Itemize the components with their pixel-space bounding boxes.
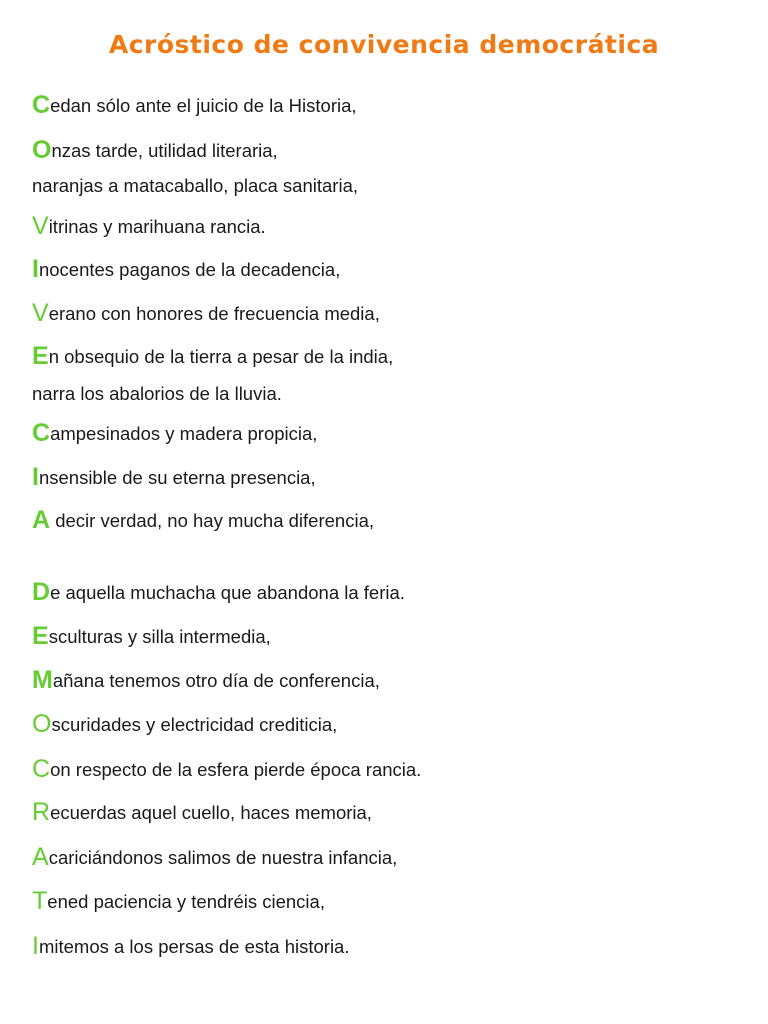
poem-line — [32, 381, 282, 406]
line-text: nsensible de su eterna presencia, — [38, 467, 316, 488]
poem-line — [32, 580, 405, 605]
poem-line — [32, 301, 380, 326]
acrostic-initial: A — [32, 506, 51, 534]
line-text: itrinas y marihuana rancia. — [48, 216, 266, 237]
line-text: ened paciencia y tendréis ciencia, — [47, 891, 325, 912]
acrostic-initial: V — [32, 212, 49, 240]
acrostic-initial: E — [32, 622, 49, 650]
line-text: narra los abalorios de la lluvia. — [32, 383, 282, 404]
acrostic-initial: I — [32, 255, 39, 283]
poem-line — [32, 712, 337, 737]
line-text: ecuerdas aquel cuello, haces memoria, — [50, 802, 372, 823]
poem-line — [32, 138, 278, 163]
line-text: cariciándonos salimos de nuestra infancia, — [48, 847, 398, 868]
line-text: on respecto de la esfera pierde época rancia. — [50, 759, 422, 780]
poem-title: Acróstico de convivencia democrática — [108, 30, 660, 59]
line-text: sculturas y silla intermedia, — [48, 626, 271, 647]
line-text: decir verdad, no hay mucha diferencia, — [50, 510, 374, 531]
poem-line — [32, 93, 357, 118]
line-text: scuridades y electricidad crediticia, — [51, 714, 338, 735]
poem-line — [32, 757, 421, 782]
poem-line — [32, 624, 271, 649]
acrostic-initial: T — [32, 887, 48, 915]
poem-line — [32, 344, 393, 369]
poem-line — [32, 508, 374, 533]
line-text: erano con honores de frecuencia media, — [48, 303, 380, 324]
line-text: n obsequio de la tierra a pesar de la india, — [48, 346, 394, 367]
poem-line — [32, 668, 380, 693]
line-text: mitemos a los persas de esta historia. — [38, 936, 350, 957]
acrostic-initial: I — [32, 463, 39, 491]
line-text: e aquella muchacha que abandona la feria. — [50, 582, 405, 603]
poem-line — [32, 845, 397, 870]
poem-line — [32, 889, 325, 914]
poem-line — [32, 421, 317, 446]
acrostic-initial: R — [32, 798, 51, 826]
acrostic-initial: C — [32, 419, 51, 447]
line-text: nocentes paganos de la decadencia, — [38, 259, 341, 280]
acrostic-initial: O — [32, 136, 52, 164]
line-text: añana tenemos otro día de conferencia, — [52, 670, 380, 691]
line-text: nzas tarde, utilidad literaria, — [51, 140, 278, 161]
acrostic-initial: V — [32, 299, 49, 327]
poem-line — [32, 934, 349, 959]
poem-line — [32, 465, 316, 490]
acrostic-initial: A — [32, 843, 49, 871]
line-text: ampesinados y madera propicia, — [50, 423, 318, 444]
line-text: naranjas a matacaballo, placa sanitaria, — [32, 175, 358, 196]
acrostic-initial: D — [32, 578, 51, 606]
acrostic-initial: E — [32, 342, 49, 370]
poem-line — [32, 257, 340, 282]
poem-line — [32, 800, 372, 825]
acrostic-initial: O — [32, 710, 52, 738]
acrostic-initial: C — [32, 755, 51, 783]
acrostic-initial: M — [32, 666, 53, 694]
poem-line — [32, 173, 358, 198]
poem-line — [32, 214, 266, 239]
line-text: edan sólo ante el juicio de la Historia, — [50, 95, 357, 116]
acrostic-initial: I — [32, 932, 39, 960]
acrostic-initial: C — [32, 91, 51, 119]
